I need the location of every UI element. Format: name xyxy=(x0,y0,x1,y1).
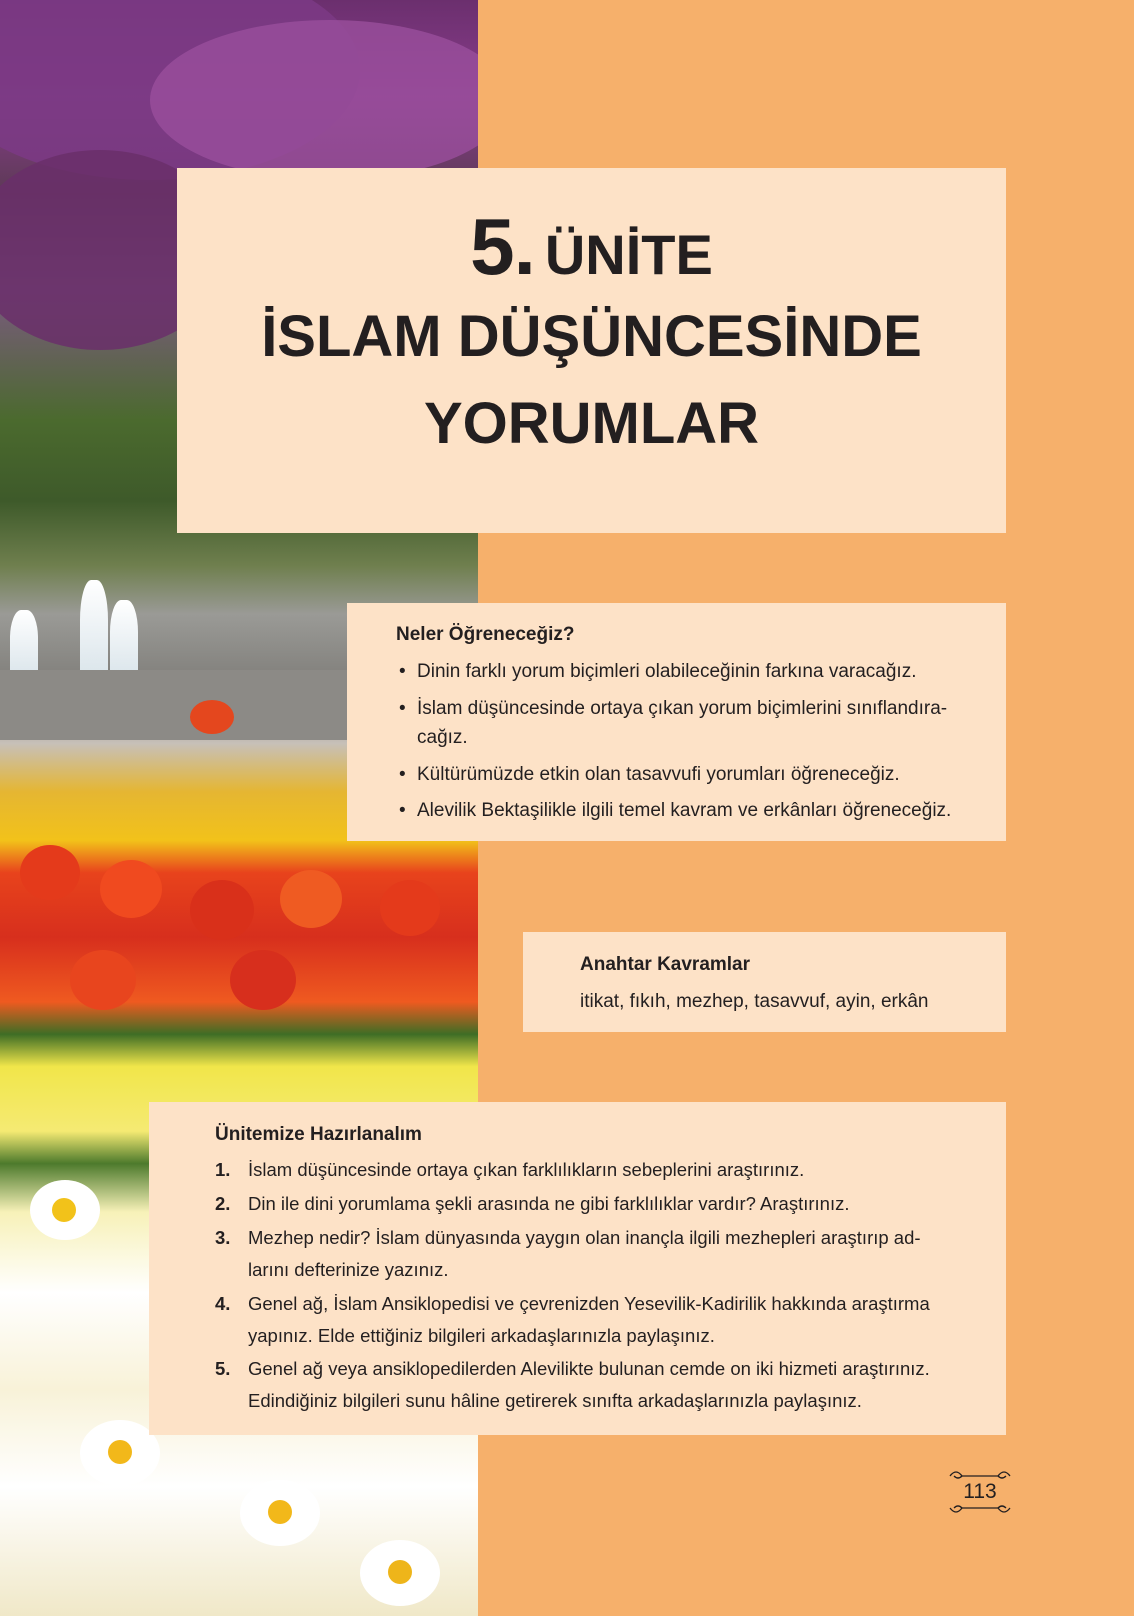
unit-word: ÜNİTE xyxy=(544,223,713,286)
list-item: 4. Genel ağ, İslam Ansiklopedisi ve çevrenizden Yesevilik-Kadirilik hakkında araştırma yapınız. Elde ettiğiniz bilgileri arkadaşlarınızla paylaşınız. xyxy=(215,1293,930,1346)
list-item: 5. Genel ağ veya ansiklopedilerden Alevilikte bulunan cemde on iki hizmeti araştırınız. Edindiğiniz bilgileri sunu hâline getirerek sınıfta arkadaşlarınızla paylaşınız. xyxy=(215,1358,930,1411)
unit-heading xyxy=(177,201,1006,293)
list-item: • Alevilik Bektaşilikle ilgili temel kavram ve erkânları öğreneceğiz. xyxy=(417,796,951,825)
list-item: 3. Mezhep nedir? İslam dünyasında yaygın olan inançla ilgili mezhepleri araştırıp ad- larını defterinize yazınız. xyxy=(215,1227,921,1280)
key-concepts-heading: Anahtar Kavramlar xyxy=(580,954,751,975)
list-item-continued: cağız. xyxy=(417,727,468,748)
preparation-heading: Ünitemize Hazırlanalım xyxy=(215,1124,422,1145)
unit-title-panel xyxy=(177,168,1006,533)
unit-title-line-2: YORUMLAR xyxy=(423,391,760,456)
unit-title-line-1: İSLAM DÜŞÜNCESİNDE xyxy=(261,304,922,369)
unit-number: 5. xyxy=(470,202,535,291)
bullet-icon: • xyxy=(399,800,406,821)
bullet-icon: • xyxy=(399,698,406,719)
list-item: 1. İslam düşüncesinde ortaya çıkan farklılıkların sebeplerini araştırınız. xyxy=(215,1159,805,1180)
list-item: • Kültürümüzde etkin olan tasavvufi yorumları öğreneceğiz. xyxy=(417,760,900,789)
key-concepts-panel xyxy=(523,932,1006,1032)
key-concepts-text: itikat, fıkıh, mezhep, tasavvuf, ayin, erkân xyxy=(580,991,929,1012)
bullet-icon: • xyxy=(399,661,406,682)
learning-goals-heading: Neler Öğreneceğiz? xyxy=(396,624,575,645)
list-item: • İslam düşüncesinde ortaya çıkan yorum biçimlerini sınıflandıra- xyxy=(417,694,947,723)
learning-goals-panel xyxy=(347,603,1006,841)
bullet-icon: • xyxy=(399,764,406,785)
page-number: 113 xyxy=(963,1480,997,1503)
unit-preparation-panel xyxy=(149,1102,1006,1435)
list-item: 2. Din ile dini yorumlama şekli arasında ne gibi farklılıklar vardır? Araştırınız. xyxy=(215,1193,850,1214)
list-item: • Dinin farklı yorum biçimleri olabileceğinin farkına varacağız. xyxy=(417,657,916,686)
page-number-area xyxy=(944,1466,1016,1518)
